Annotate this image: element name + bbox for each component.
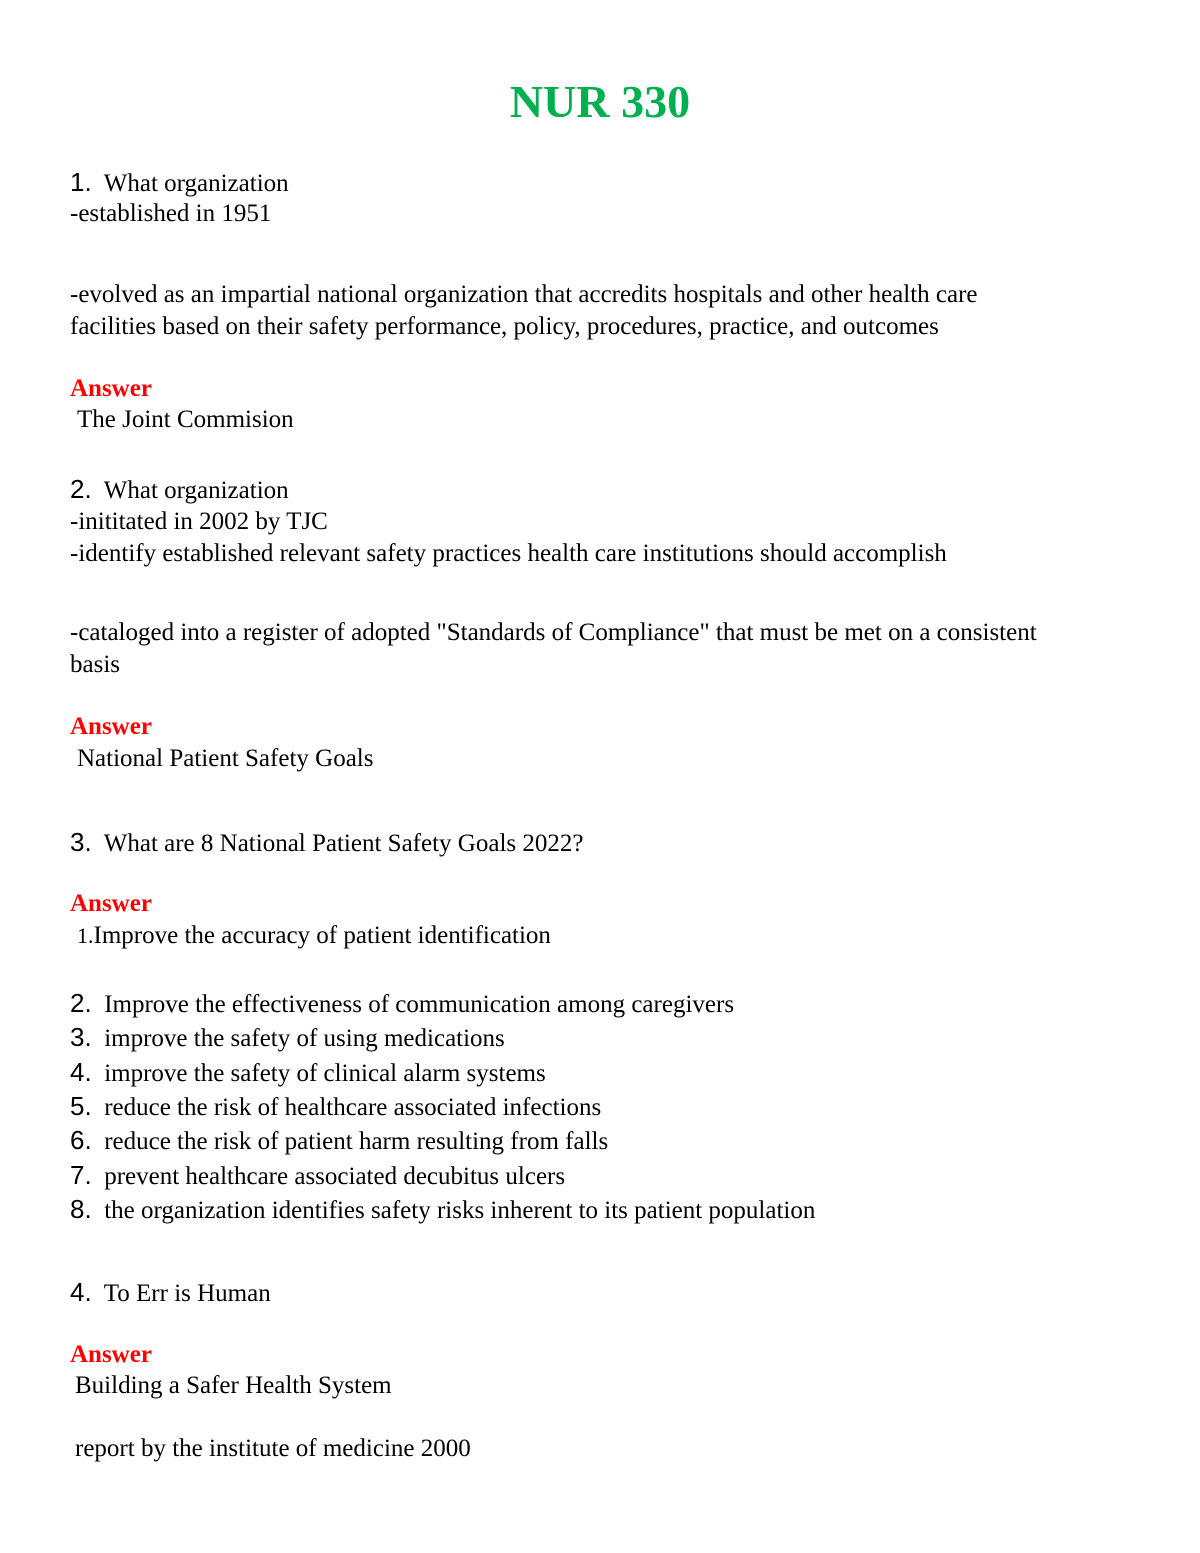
question-number: 4.: [70, 1277, 92, 1307]
question-text: What are 8 National Patient Safety Goals 2022?: [103, 830, 584, 857]
goal-text: improve the safety of clinical alarm systems: [104, 1060, 546, 1087]
goal-item: [70, 1124, 608, 1158]
answer-label: Answer: [70, 890, 152, 917]
goal-number: 5.: [70, 1091, 92, 1121]
goal-item: [70, 1090, 601, 1124]
question-number: 2.: [70, 474, 92, 504]
goal-item: [70, 1021, 505, 1055]
goal-number: 7.: [70, 1160, 92, 1190]
answer-label: Answer: [70, 1341, 152, 1368]
goal-text: prevent healthcare associated decubitus ulcers: [104, 1163, 566, 1190]
answer-label: Answer: [70, 375, 152, 402]
question-text: What organization: [103, 477, 289, 504]
goal-item: [70, 987, 734, 1021]
goal-number: 8.: [70, 1194, 92, 1224]
goal-text: Improve the accuracy of patient identification: [93, 922, 551, 949]
answer-note: report by the institute of medicine 2000: [75, 1435, 471, 1462]
question-line: -cataloged into a register of adopted "Standards of Compliance" that must be met on a consistent: [70, 619, 1037, 646]
question-line: basis: [70, 651, 120, 678]
question-number: 1.: [70, 167, 92, 197]
question-line: -inititated in 2002 by TJC: [70, 508, 328, 535]
question-text: What organization: [103, 170, 289, 197]
goal-text: Improve the effectiveness of communication among caregivers: [104, 991, 735, 1018]
goal-text: improve the safety of using medications: [104, 1025, 505, 1052]
goal-number: 2.: [70, 988, 92, 1018]
goal-number: 3.: [70, 1022, 92, 1052]
goal-item: [70, 1056, 546, 1090]
goal-text: the organization identifies safety risks inherent to its patient population: [104, 1197, 816, 1224]
question-line: -identify established relevant safety practices health care institutions should accomplish: [70, 540, 947, 567]
page-title: NUR 330: [509, 76, 691, 127]
goal-text: reduce the risk of healthcare associated infections: [104, 1094, 602, 1121]
answer-text: The Joint Commision: [77, 406, 294, 433]
question-2: [70, 473, 289, 507]
question-line: facilities based on their safety performance, policy, procedures, practice, and outcomes: [70, 313, 939, 340]
answer-label: Answer: [70, 713, 152, 740]
goal-number: 4.: [70, 1057, 92, 1087]
question-line: -established in 1951: [70, 200, 272, 227]
goal-text: reduce the risk of patient harm resulting from falls: [104, 1128, 609, 1155]
question-1: [70, 166, 289, 200]
goal-number: 1.: [77, 923, 94, 948]
question-4: [70, 1276, 271, 1310]
question-line: -evolved as an impartial national organization that accredits hospitals and other health care: [70, 281, 978, 308]
goal-item: [70, 1193, 815, 1227]
answer-text: National Patient Safety Goals: [77, 745, 374, 772]
answer-text: Building a Safer Health System: [75, 1372, 392, 1399]
goal-number: 6.: [70, 1125, 92, 1155]
answer-first-goal: [77, 920, 551, 952]
question-3: [70, 826, 583, 860]
goal-item: [70, 1159, 565, 1193]
question-number: 3.: [70, 827, 92, 857]
question-text: To Err is Human: [103, 1280, 271, 1307]
